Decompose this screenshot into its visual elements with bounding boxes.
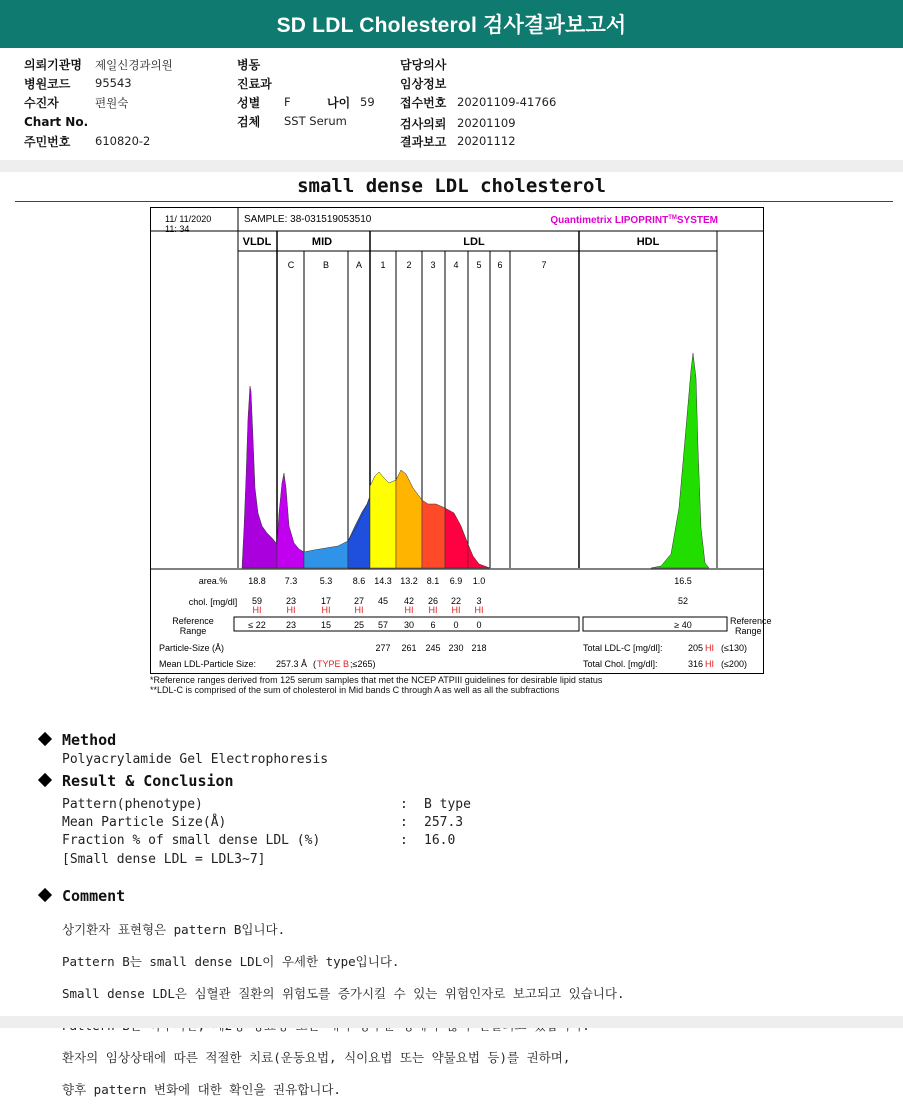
- row-label: Total Chol. [mg/dl]:: [583, 659, 658, 669]
- area-value: 18.8: [248, 576, 266, 586]
- group-label-mid: MID: [311, 236, 333, 248]
- ref-value: 0: [476, 620, 482, 630]
- method-heading: Method: [62, 731, 117, 749]
- patient-info: [0, 56, 903, 160]
- row-label: area.%: [198, 576, 228, 586]
- hi-flag: HI: [321, 605, 331, 615]
- info-label: 검사의뢰: [400, 117, 447, 131]
- band-label: 1: [380, 260, 386, 270]
- row-label: Mean LDL-Particle Size:: [159, 659, 257, 669]
- mean-type-paren: (: [313, 659, 316, 669]
- result-sep: :: [400, 833, 408, 848]
- peak-mid-a2: [348, 498, 370, 568]
- comment-line: Pattern B는 small dense LDL이 우세한 type입니다.: [62, 954, 400, 969]
- chol-value: 45: [377, 596, 389, 606]
- ref-value: 57: [377, 620, 389, 630]
- result-label: Fraction % of small dense LDL (%): [62, 833, 321, 848]
- hi-flag: HI: [451, 605, 461, 615]
- particle-value: 245: [425, 643, 441, 653]
- info-label: 나이: [327, 96, 351, 110]
- particle-value: 230: [448, 643, 464, 653]
- particle-value: 218: [471, 643, 487, 653]
- hi-flag: HI: [252, 605, 262, 615]
- band-label: B: [322, 260, 330, 270]
- peak-mid-c: [277, 473, 304, 568]
- densitometry-peaks: [242, 353, 709, 568]
- result-note: [Small dense LDL = LDL3~7]: [62, 852, 266, 867]
- chol-value: 22: [450, 596, 462, 606]
- group-label-ldl: LDL: [463, 236, 485, 248]
- result-sep: :: [400, 797, 408, 812]
- chart-time: 11: 34: [165, 224, 190, 234]
- band-label: 2: [406, 260, 412, 270]
- lipoprint-svg: [151, 208, 772, 673]
- band-label: 6: [497, 260, 503, 270]
- particle-value: 261: [401, 643, 417, 653]
- method-section: [40, 731, 116, 749]
- comment-line: 향후 pattern 변화에 대한 확인을 권유합니다.: [62, 1082, 341, 1097]
- info-value: 59: [360, 95, 375, 109]
- row-label: Range: [179, 626, 207, 636]
- diamond-bullet-icon: [38, 732, 52, 746]
- area-value-hdl: 16.5: [674, 576, 692, 586]
- hi-flag: HI: [705, 643, 714, 653]
- ref-value: 15: [320, 620, 332, 630]
- diamond-bullet-icon: [38, 888, 52, 902]
- group-label-vldl: VLDL: [242, 236, 272, 248]
- info-value: 20201109: [457, 116, 516, 130]
- band-label: 3: [430, 260, 436, 270]
- band-label: 7: [541, 260, 547, 270]
- comment-heading: Comment: [62, 887, 126, 905]
- chart-date: 11/ 11/2020: [165, 214, 212, 224]
- result-value: B type: [424, 797, 471, 812]
- peak-ldl-5: [468, 544, 490, 568]
- chol-value: 27: [353, 596, 365, 606]
- total-ldl-value: 205: [688, 643, 704, 653]
- ref-value: 6: [430, 620, 436, 630]
- total-chol-value: 316: [688, 659, 704, 669]
- band-label: A: [355, 260, 363, 270]
- area-value: 13.2: [400, 576, 418, 586]
- info-value: 편원숙: [95, 96, 129, 110]
- peak-ldl-1: [370, 472, 396, 568]
- hi-flag: HI: [354, 605, 364, 615]
- result-sep: :: [400, 815, 408, 830]
- info-label: Chart No.: [24, 115, 89, 129]
- result-heading: Result & Conclusion: [62, 772, 234, 790]
- comment-line: 환자의 임상상태에 따른 적절한 치료(운동요법, 식이요법 또는 약물요법 등)를 권하며,: [62, 1050, 571, 1065]
- comment-section: [40, 887, 125, 905]
- area-value: 8.6: [352, 576, 366, 586]
- info-value: 20201112: [457, 134, 516, 148]
- result-label: Pattern(phenotype): [62, 797, 203, 812]
- results-table: [159, 576, 772, 669]
- info-label: 의뢰기관명: [24, 58, 82, 72]
- info-value: 20201109-41766: [457, 95, 557, 109]
- lipoprint-chart: [150, 207, 772, 674]
- ref-value: 25: [353, 620, 365, 630]
- result-section: [40, 772, 234, 790]
- area-value: 14.3: [374, 576, 392, 586]
- area-value: 5.3: [319, 576, 333, 586]
- peak-ldl-3: [422, 500, 445, 568]
- info-label: 병원코드: [24, 77, 71, 91]
- area-value: 1.0: [472, 576, 486, 586]
- result-value: 257.3: [424, 815, 464, 830]
- peak-hdl: [651, 353, 709, 568]
- row-label: Total LDL-C [mg/dl]:: [583, 643, 663, 653]
- info-label: 담당의사: [400, 58, 447, 72]
- mean-type-ref: ;≤265): [350, 659, 376, 669]
- chol-value: 17: [320, 596, 332, 606]
- info-value: 610820-2: [95, 134, 151, 148]
- info-value: SST Serum: [284, 114, 347, 128]
- ref-value: 30: [403, 620, 415, 630]
- row-label: Reference: [730, 616, 772, 626]
- row-label: Reference: [172, 616, 214, 626]
- mean-type: TYPE B: [317, 659, 350, 669]
- area-value: 7.3: [284, 576, 298, 586]
- comment-line: Small dense LDL은 심혈관 질환의 위험도를 증가시킬 수 있는 위험인자로 보고되고 있습니다.: [62, 986, 625, 1001]
- info-value: F: [284, 95, 291, 109]
- footnote: **LDL-C is comprised of the sum of cholesterol in Mid bands C through A as well as all the subfractions: [150, 685, 560, 695]
- peak-mid-b: [304, 541, 348, 568]
- chol-value-hdl: 52: [677, 596, 689, 606]
- total-chol-ref: (≤200): [721, 659, 747, 669]
- info-value: 95543: [95, 76, 132, 90]
- hi-flag: HI: [286, 605, 296, 615]
- peak-ldl-4: [445, 508, 468, 568]
- info-label: 접수번호: [400, 96, 447, 110]
- peak-vldl: [242, 386, 277, 568]
- info-label: 진료과: [237, 77, 272, 91]
- diamond-bullet-icon: [38, 773, 52, 787]
- report-title: SD LDL Cholesterol 검사결과보고서: [0, 0, 903, 48]
- hi-flag: HI: [705, 659, 714, 669]
- chol-value: 3: [476, 596, 482, 606]
- hi-flag: HI: [474, 605, 484, 615]
- divider: [15, 201, 893, 202]
- section-title: small dense LDL cholesterol: [297, 175, 606, 197]
- ref-value: ≤ 22: [248, 620, 266, 630]
- brand-label: Quantimetrix LIPOPRINT™SYSTEM: [550, 215, 718, 226]
- peak-ldl-2: [396, 470, 422, 568]
- row-label: chol. [mg/dl]: [188, 597, 238, 607]
- chol-value: 59: [251, 596, 263, 606]
- ref-value: 0: [453, 620, 459, 630]
- bottom-band: [0, 1016, 903, 1028]
- result-value: 16.0: [424, 833, 456, 848]
- ref-range-box-hdl: [583, 617, 727, 631]
- ref-value-hdl: ≥ 40: [674, 620, 692, 630]
- group-label-hdl: HDL: [636, 236, 660, 248]
- info-label: 성별: [237, 96, 261, 110]
- total-ldl-ref: (≤130): [721, 643, 747, 653]
- info-label: 임상정보: [400, 77, 447, 91]
- chol-value: 42: [403, 596, 415, 606]
- ref-value: 23: [285, 620, 297, 630]
- chart-footnotes: [150, 675, 602, 695]
- row-label: Particle-Size (Å): [159, 643, 225, 653]
- comment-text: [62, 906, 624, 1114]
- particle-value: 277: [375, 643, 391, 653]
- row-label: Range: [735, 626, 762, 636]
- info-label: 수진자: [24, 96, 59, 110]
- info-label: 검체: [237, 115, 261, 129]
- info-label: 주민번호: [24, 135, 71, 149]
- footnote: *Reference ranges derived from 125 serum samples that met the NCEP ATPIII guidelines for desirable lipid status: [150, 675, 603, 685]
- hi-flag: HI: [428, 605, 438, 615]
- method-text: Polyacrylamide Gel Electrophoresis: [62, 752, 329, 767]
- chol-value: 23: [285, 596, 297, 606]
- area-value: 6.9: [449, 576, 463, 586]
- band-label: C: [287, 260, 295, 270]
- info-label: 결과보고: [400, 135, 447, 149]
- comment-line: 상기환자 표현형은 pattern B입니다.: [62, 922, 286, 937]
- result-label: Mean Particle Size(Å): [62, 815, 227, 830]
- divider-band: [0, 160, 903, 172]
- sample-id: SAMPLE: 38-031519053510: [244, 214, 372, 225]
- band-label: 5: [476, 260, 482, 270]
- info-value: 제일신경과의원: [95, 58, 173, 72]
- hi-flag: HI: [404, 605, 414, 615]
- band-label: 4: [453, 260, 459, 270]
- info-label: 병동: [237, 58, 261, 72]
- mean-size-value: 257.3 Å: [276, 659, 308, 669]
- chol-value: 26: [427, 596, 439, 606]
- area-value: 8.1: [426, 576, 440, 586]
